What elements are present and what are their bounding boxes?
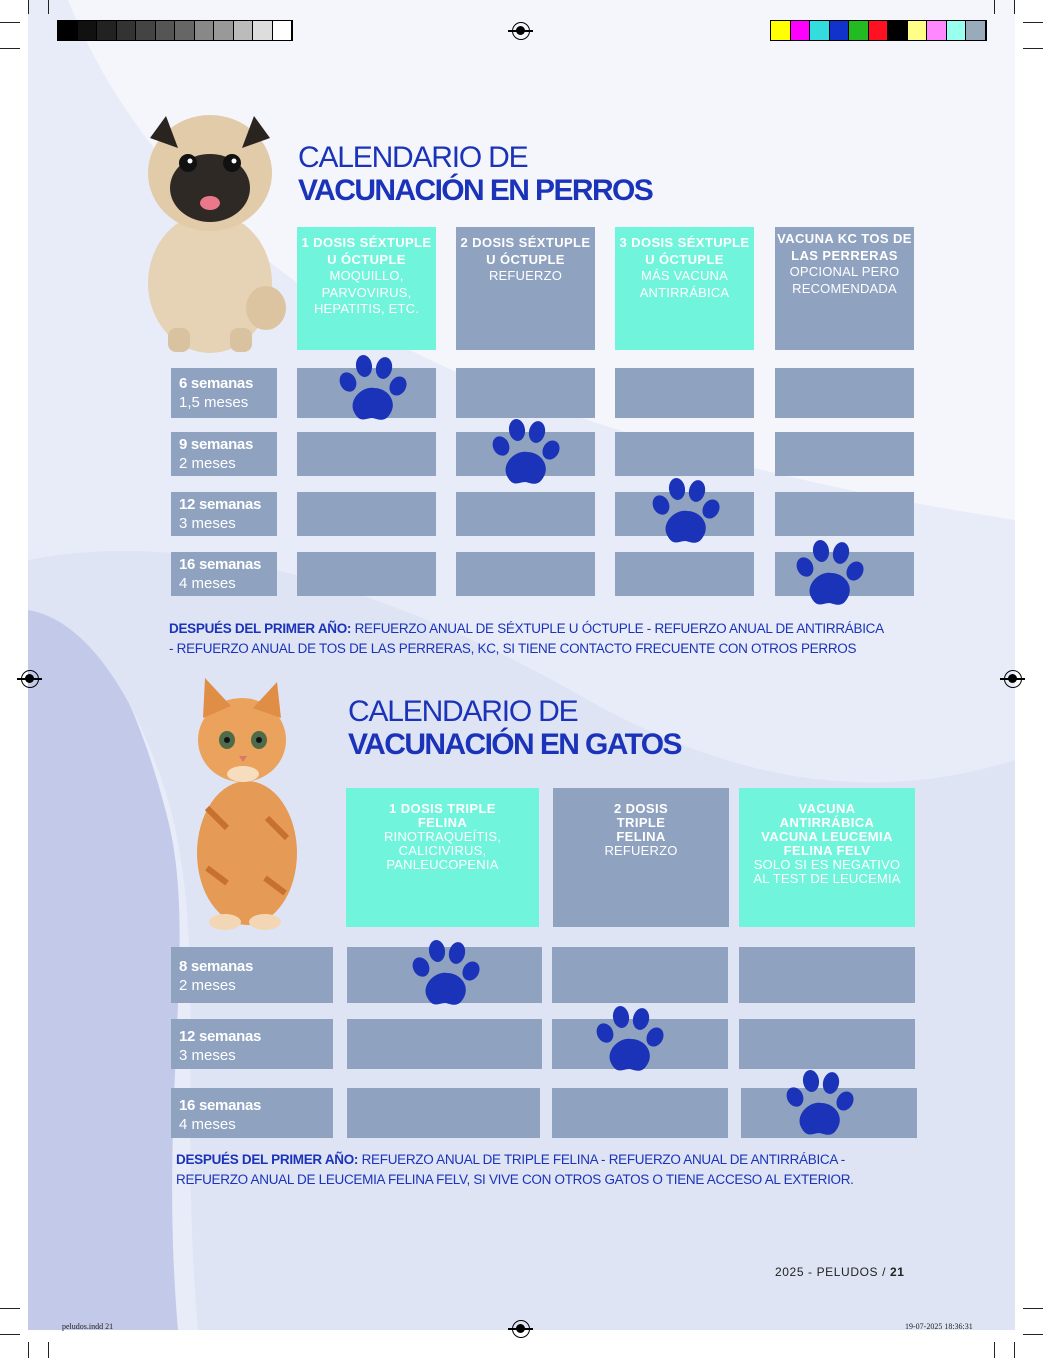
cat-after-first-year-note [176, 1150, 906, 1190]
crop-mark [1023, 48, 1043, 49]
cat-row-label-3 [171, 1088, 333, 1138]
cat-grid-cell [552, 1088, 728, 1138]
paw-print-icon [407, 937, 483, 1013]
paw-print-icon [791, 537, 867, 613]
crop-mark [48, 1342, 49, 1358]
dog-grid-cell [297, 552, 436, 596]
dog-grid-cell [456, 552, 595, 596]
dog-after-first-year-note [169, 619, 889, 659]
dog-row-weeks: 12 semanas [179, 496, 262, 513]
dog-title-line2: VACUNACIÓN EN PERROS [298, 174, 653, 207]
cat-row-months: 4 meses [179, 1116, 236, 1133]
cat-note-text: REFUERZO ANUAL DE TRIPLE FELINA - REFUERZO ANUAL DE ANTIRRÁBICA - REFUERZO ANUAL DE LEUCEMIA FELINA FELV, SI VIVE CON OTROS GATOS O TIENE ACCESO AL EXTERIOR. [176, 1152, 854, 1187]
crop-mark [0, 1308, 20, 1309]
dog-row-months: 4 meses [179, 575, 236, 592]
crop-mark [1014, 0, 1015, 14]
kitten-image [187, 678, 305, 932]
dog-calendar-title [298, 143, 652, 206]
dog-row-months: 2 meses [179, 455, 236, 472]
dog-grid-cell [456, 492, 595, 536]
slug-filename: peludos.indd 21 [62, 1322, 114, 1331]
crop-mark [28, 1342, 29, 1358]
cat-header-antirabica-felv [739, 788, 915, 927]
cat-grid-cell [739, 1019, 915, 1069]
dog-grid-cell [615, 432, 754, 476]
cat-header-dose1-detail: RINOTRAQUEÍTIS, CALICIVIRUS, PANLEUCOPENIA [383, 829, 502, 872]
dog-header-dose3-title: 3 DOSIS SÉXTUPLE U ÓCTUPLE [619, 235, 750, 267]
footer-magazine: PELUDOS [816, 1265, 879, 1279]
registration-mark [512, 22, 530, 40]
crop-mark [1014, 1342, 1015, 1358]
crop-mark [1023, 1308, 1043, 1309]
paw-print-icon [334, 352, 410, 428]
dog-grid-cell [615, 552, 754, 596]
dog-row-label-4 [171, 552, 277, 596]
paw-print-icon [781, 1067, 857, 1143]
dog-header-dose1 [297, 227, 436, 350]
slug-datetime: 19-07-2025 18:36:31 [905, 1322, 973, 1331]
dog-header-kc-title: VACUNA KC TOS DE LAS PERRERAS [777, 231, 912, 263]
pug-dog-image [128, 108, 293, 356]
dog-grid-cell [615, 368, 754, 418]
cat-grid-cell [347, 1088, 540, 1138]
cat-note-heading: DESPUÉS DEL PRIMER AÑO: [176, 1152, 359, 1167]
cat-header-dose1-title: 1 DOSIS TRIPLE FELINA [389, 801, 496, 830]
dog-row-weeks: 9 semanas [179, 436, 254, 453]
cat-calendar-title [348, 697, 681, 760]
cat-grid-cell [552, 947, 728, 1003]
dog-grid-cell [775, 492, 914, 536]
crop-mark [994, 1342, 995, 1358]
cat-row-months: 3 meses [179, 1047, 236, 1064]
cmyk-color-bar [770, 20, 987, 41]
crop-mark [0, 22, 20, 23]
cat-row-label-2 [171, 1019, 333, 1069]
registration-mark [512, 1320, 530, 1338]
crop-mark [48, 0, 49, 14]
dog-header-dose3 [615, 227, 754, 350]
paw-print-icon [487, 416, 563, 492]
page-footer: 2025 - PELUDOS / 21 [775, 1265, 905, 1279]
dog-title-line1: CALENDARIO DE [298, 141, 528, 174]
registration-mark [1004, 670, 1022, 688]
cat-row-weeks: 16 semanas [179, 1097, 262, 1114]
crop-mark [0, 1334, 20, 1335]
dog-grid-cell [775, 432, 914, 476]
dog-grid-cell [297, 492, 436, 536]
crop-mark [1023, 1334, 1043, 1335]
dog-row-label-1 [171, 368, 277, 418]
dog-row-weeks: 6 semanas [179, 375, 254, 392]
cat-row-label-1 [171, 947, 333, 1003]
cat-row-weeks: 8 semanas [179, 958, 254, 975]
dog-header-kc-detail: OPCIONAL PERO RECOMENDADA [789, 264, 900, 296]
cat-grid-cell [347, 1019, 542, 1069]
cat-title-line2: VACUNACIÓN EN GATOS [348, 728, 681, 761]
cat-header-dose2 [553, 788, 729, 927]
paw-print-icon [647, 475, 723, 551]
dog-header-dose2-title: 2 DOSIS SÉXTUPLE U ÓCTUPLE [460, 235, 591, 267]
dog-row-weeks: 16 semanas [179, 556, 262, 573]
footer-year: 2025 [775, 1265, 805, 1279]
crop-mark [0, 48, 20, 49]
dog-note-text: REFUERZO ANUAL DE SÉXTUPLE U ÓCTUPLE - REFUERZO ANUAL DE ANTIRRÁBICA - REFUERZO ANUAL DE TOS DE LAS PERRERAS, KC, SI TIENE CONTACTO FRECUENTE CON OTROS PERROS [169, 621, 884, 656]
cat-grid-cell [739, 947, 915, 1003]
cat-header-antirabica-title: VACUNA ANTIRRÁBICA VACUNA LEUCEMIA FELINA FELV [761, 801, 893, 858]
footer-separator: / [882, 1265, 887, 1279]
cat-header-antirabica-detail: SOLO SI ES NEGATIVO AL TEST DE LEUCEMIA [753, 857, 901, 886]
page-number: 21 [889, 1265, 905, 1279]
dog-header-dose2-detail: REFUERZO [488, 268, 563, 283]
crop-mark [1023, 22, 1043, 23]
crop-mark [994, 0, 995, 14]
paw-print-icon [591, 1003, 667, 1079]
cat-header-dose2-detail: REFUERZO [604, 843, 678, 858]
crop-mark [28, 0, 29, 14]
dog-row-label-3 [171, 492, 277, 536]
dog-header-dose2 [456, 227, 595, 350]
dog-grid-cell [775, 368, 914, 418]
dog-row-months: 3 meses [179, 515, 236, 532]
cat-header-dose1 [346, 788, 539, 927]
dog-row-label-2 [171, 432, 277, 476]
dog-header-kc [775, 227, 914, 350]
cat-header-dose2-title: 2 DOSIS TRIPLE FELINA [613, 801, 669, 844]
dog-grid-cell [297, 432, 436, 476]
dog-note-heading: DESPUÉS DEL PRIMER AÑO: [169, 621, 352, 636]
dog-header-dose1-detail: MOQUILLO, PARVOVIRUS, HEPATITIS, ETC. [313, 268, 420, 316]
cat-title-line1: CALENDARIO DE [348, 695, 578, 728]
dog-header-dose1-title: 1 DOSIS SÉXTUPLE U ÓCTUPLE [301, 235, 432, 267]
cat-row-months: 2 meses [179, 977, 236, 994]
cat-row-weeks: 12 semanas [179, 1028, 262, 1045]
registration-mark [21, 670, 39, 688]
dog-row-months: 1,5 meses [179, 394, 249, 411]
grayscale-color-bar [57, 20, 293, 41]
dog-header-dose3-detail: MÁS VACUNA ANTIRRÁBICA [639, 268, 730, 300]
dog-grid-cell [456, 368, 595, 418]
